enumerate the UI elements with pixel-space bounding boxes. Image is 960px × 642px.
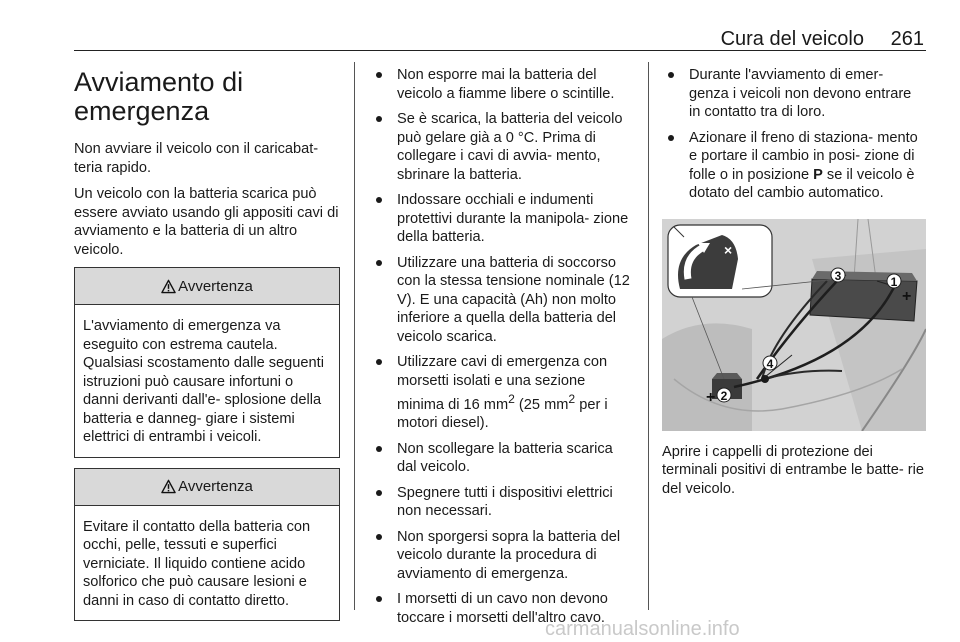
bullet-icon: [376, 116, 382, 122]
list-item-text: Non scollegare la batteria scarica dal veicolo.: [397, 440, 613, 476]
plus-terminal-symbol: +: [706, 388, 716, 406]
precautions-list: [370, 66, 634, 627]
bullet-icon: [376, 490, 382, 496]
warning-triangle-icon: [161, 479, 176, 494]
list-item-text: Se è scarica, la batteria del veicolo può gelare già a 0 °C. Prima di collegare i cavi di avvia- mento, sbrinare la batteria.: [397, 111, 623, 183]
warning-box: [74, 267, 340, 458]
battery-jumpstart-figure: [662, 219, 926, 431]
intro-paragraph: Un veicolo con la batteria scarica può essere avviato usando gli appositi cavi di avviamento e la batteria di un altro veicolo.: [74, 186, 339, 258]
text-run: per i motori diesel).: [397, 396, 608, 432]
superscript: 2: [508, 392, 515, 406]
superscript: 2: [568, 392, 576, 406]
warning-heading: Avvertenza: [178, 277, 253, 295]
warning-triangle-icon: [161, 279, 176, 294]
column-divider: [354, 62, 355, 610]
bullet-icon: [376, 596, 382, 602]
gear-position-label: P: [813, 166, 823, 183]
bullet-icon: [376, 534, 382, 540]
text-run: Utilizzare cavi di emergenza con morsetti isolati e una sezione minima di 16 mm: [397, 354, 608, 413]
column-left: [74, 60, 340, 621]
warning-header: [75, 268, 339, 305]
column-divider: [648, 62, 649, 610]
figure-caption: Aprire i cappelli di protezione dei terminali positivi di entrambe le batte- rie del veicolo.: [662, 443, 924, 497]
list-item: [370, 484, 634, 521]
list-item: [370, 528, 634, 584]
list-item: [662, 66, 926, 122]
list-item: [370, 353, 634, 433]
list-item-text: [397, 354, 608, 431]
terminal-cap-closeup: [668, 225, 772, 297]
warning-text: Evitare il contatto della batteria con occhi, pelle, tessuti e superfici verniciate. Il liquido contiene acido solforico che può causare lesioni e danni in caso di contatto diretto.: [83, 518, 311, 609]
list-item-text: [689, 130, 918, 202]
list-item: [370, 191, 634, 247]
callout-3: 3: [834, 268, 842, 283]
list-item: [370, 66, 634, 103]
bullet-icon: [668, 72, 674, 78]
precautions-list-continued: [662, 66, 926, 203]
section-title: Avviamento di emergenza: [74, 67, 244, 126]
bullet-icon: [376, 260, 382, 266]
list-item-text: Indossare occhiali e indumenti protettivi durante la manipola- zione della batteria.: [397, 192, 629, 245]
text-run: se il veicolo è dotato del cambio automatico.: [689, 166, 915, 201]
plus-terminal-symbol: +: [902, 287, 912, 305]
list-item-text: Non esporre mai la batteria del veicolo a fiamme libere o scintille.: [397, 67, 615, 102]
warning-heading: Avvertenza: [178, 478, 253, 495]
callout-4: 4: [766, 356, 774, 371]
list-item-text: Spegnere tutti i dispositivi elettrici non necessari.: [397, 484, 613, 520]
list-item: [370, 440, 634, 477]
page-header: [74, 28, 926, 51]
warning-text: L'avviamento di emergenza va eseguito con estrema cautela. Qualsiasi scostamento dalle seguenti istruzioni può causare infortuni o danni derivanti dall'e- splosione della batteria e danneg- giare i sistemi elettrici di entrambi i veicoli.: [83, 318, 324, 445]
column-middle: [370, 66, 634, 634]
warning-box: [74, 468, 340, 622]
page-number: 261: [890, 28, 924, 50]
bullet-icon: [668, 135, 674, 141]
text-run: (25 mm: [514, 396, 569, 413]
list-item: [662, 129, 926, 203]
list-item-text: Utilizzare una batteria di soccorso con la stessa tensione nominale (12 V). E una capacità (Ah) non molto inferiore a quella della batteria del veicolo scarica.: [397, 254, 630, 345]
list-item: [370, 254, 634, 347]
callout-1: 1: [890, 274, 898, 289]
text-run: Azionare il freno di staziona- mento e portare il cambio in posi- zione di folle o in posizione: [689, 129, 918, 183]
cross-symbol: ×: [724, 241, 733, 258]
chapter-title: Cura del veicolo: [720, 28, 864, 50]
column-right: [662, 66, 926, 506]
watermark: carmanualsonline.info: [545, 618, 740, 640]
list-item-text: Durante l'avviamento di emer- genza i veicoli non devono entrare in contatto tra di loro.: [689, 67, 912, 120]
bullet-icon: [376, 446, 382, 452]
callout-2: 2: [720, 388, 728, 403]
warning-header: [75, 469, 339, 506]
intro-paragraph: Non avviare il veicolo con il caricabat- teria rapido.: [74, 141, 319, 176]
list-item-text: I morsetti di un cavo non devono toccare i morsetti dell'altro cavo.: [397, 591, 608, 626]
bullet-icon: [376, 72, 382, 78]
list-item: [370, 110, 634, 184]
list-item-text: Non sporgersi sopra la batteria del veicolo durante la procedura di avviamento di emergenza.: [397, 528, 621, 582]
bullet-icon: [376, 197, 382, 203]
bullet-icon: [376, 359, 382, 365]
